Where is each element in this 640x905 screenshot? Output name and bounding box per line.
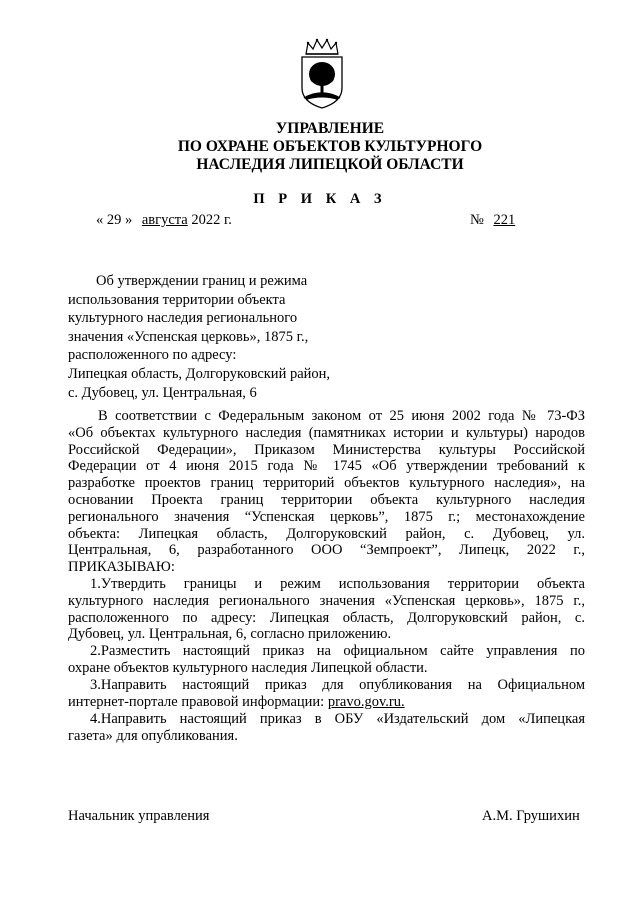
- item-line-text: интернет-портале правовой информации:: [68, 693, 325, 710]
- item-line: [68, 694, 585, 711]
- subject-line: значения «Успенская церковь», 1875 г.,: [68, 328, 309, 345]
- item-line: 2.Разместить настоящий приказ на официальном сайте управления по: [90, 643, 585, 659]
- item-line: расположенного по адресу: Липецкая область, Долгоруковский район, с.: [68, 609, 585, 626]
- order-item-3: [68, 677, 585, 711]
- item-line: охране объектов культурного наследия Липецкой области.: [68, 659, 428, 676]
- signer-position: Начальник управления: [68, 808, 210, 824]
- agency-name-line-1: УПРАВЛЕНИЕ: [275, 120, 385, 137]
- item-line: Дубовец, ул. Центральная, 6, согласно приложению.: [68, 626, 392, 643]
- order-item-2: [68, 643, 585, 677]
- subject-line: Липецкая область, Долгоруковский район,: [68, 365, 331, 382]
- order-number-value: 221: [493, 212, 516, 228]
- preamble-line: разработке проектов границ территорий объектов культурного наследия», на: [68, 475, 585, 492]
- number-sign: №: [470, 212, 484, 228]
- order-item-4: [68, 711, 585, 745]
- preamble-line: регионального значения “Успенская церковь”, 1875 г.; местонахождение: [68, 508, 585, 525]
- order-year: 2022 г.: [191, 212, 232, 228]
- item-line: 4.Направить настоящий приказ в ОБУ «Издательский дом «Липецкая: [90, 711, 585, 727]
- preamble-line: Федерации от 4 июня 2015 года № 1745 «Об утверждении требований к: [68, 458, 585, 475]
- preamble-line: В соответствии с Федеральным законом от 25 июня 2002 года № 73-ФЗ: [98, 408, 585, 424]
- subject-line: Об утверждении границ и режима: [96, 273, 308, 289]
- pravo-link[interactable]: pravo.gov.ru.: [327, 693, 405, 710]
- order-subject: [68, 272, 368, 402]
- preamble-line: Российской Федерации», Приказом Министерства культуры Российской: [68, 441, 585, 458]
- agency-name-line-3: НАСЛЕДИЯ ЛИПЕЦКОЙ ОБЛАСТИ: [196, 156, 464, 173]
- preamble-line: Центральная, 6, разработанного ООО “Земпроект”, Липецк, 2022 г.,: [68, 542, 585, 559]
- preamble-line: ПРИКАЗЫВАЮ:: [68, 559, 175, 576]
- subject-line: использования территории объекта: [68, 291, 286, 308]
- item-line: 3.Направить настоящий приказ для опубликования на Официальном: [90, 677, 585, 693]
- order-title: П Р И К А З: [253, 191, 387, 207]
- signer-name: А.М. Грушихин: [482, 808, 580, 824]
- item-line: 1.Утвердить границы и режим использования территории объекта: [90, 576, 585, 592]
- item-line: газета» для опубликования.: [68, 727, 238, 744]
- preamble-paragraph: [68, 408, 585, 576]
- order-month: августа: [141, 212, 188, 228]
- order-date: [96, 212, 232, 229]
- subject-line: расположенного по адресу:: [68, 347, 237, 364]
- agency-name-line-2: ПО ОХРАНЕ ОБЪЕКТОВ КУЛЬТУРНОГО: [177, 138, 483, 155]
- order-item-1: [68, 576, 585, 643]
- subject-line: с. Дубовец, ул. Центральная, 6: [68, 384, 257, 401]
- preamble-line: основании Проекта границ территории объекта культурного наследия: [68, 491, 585, 508]
- order-number: [470, 212, 515, 229]
- item-line: культурного наследия регионального значения «Успенская церковь», 1875 г.,: [68, 592, 585, 609]
- preamble-line: «Об объектах культурного наследия (памятниках истории и культуры) народов: [68, 424, 585, 441]
- order-day: « 29 »: [96, 212, 133, 228]
- subject-line: культурного наследия регионального: [68, 310, 298, 327]
- coat-of-arms-icon: [298, 38, 346, 110]
- preamble-line: объекта: Липецкая область, Долгоруковский район, с. Дубовец, ул.: [68, 525, 585, 542]
